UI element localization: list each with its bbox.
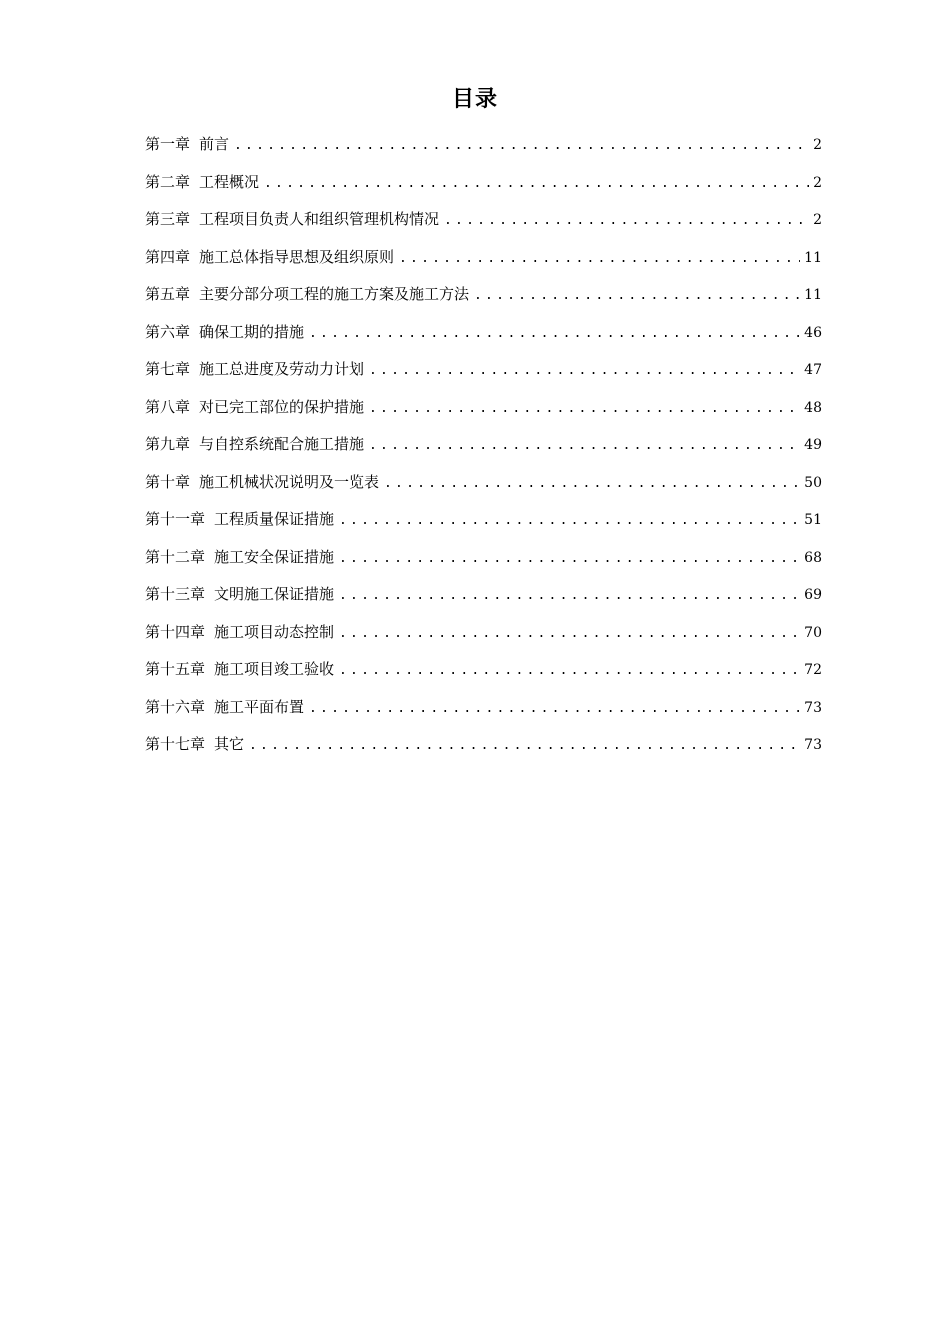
toc-chapter-number: 第五章 xyxy=(145,285,191,303)
toc-entry-label xyxy=(145,426,364,464)
toc-list xyxy=(145,126,822,764)
toc-page-number: 11 xyxy=(804,249,822,266)
toc-chapter-title: 与自控系统配合施工措施 xyxy=(199,435,365,453)
toc-entry-label xyxy=(145,276,469,314)
toc-entry[interactable] xyxy=(145,239,822,277)
toc-entry-label xyxy=(145,464,379,502)
toc-dot-leader xyxy=(234,127,809,165)
toc-dot-leader xyxy=(309,690,800,728)
toc-chapter-title: 其它 xyxy=(214,735,245,753)
toc-chapter-number: 第十三章 xyxy=(145,585,206,603)
toc-entry[interactable] xyxy=(145,314,822,352)
toc-chapter-title: 对已完工部位的保护措施 xyxy=(199,397,365,416)
toc-chapter-title: 主要分部分项工程的施工方案及施工方法 xyxy=(199,285,470,303)
toc-entry[interactable] xyxy=(145,689,822,727)
toc-dot-leader xyxy=(309,315,800,353)
toc-page-number: 50 xyxy=(804,474,822,491)
toc-entry[interactable] xyxy=(145,389,822,427)
toc-dot-leader xyxy=(339,502,800,540)
toc-entry[interactable] xyxy=(145,126,822,164)
toc-entry[interactable] xyxy=(145,501,822,539)
toc-dot-leader xyxy=(369,427,800,465)
toc-page-number: 48 xyxy=(804,399,822,416)
toc-dot-leader xyxy=(369,352,800,390)
toc-entry-label xyxy=(145,389,364,427)
toc-chapter-title: 确保工期的措施 xyxy=(199,322,305,341)
toc-dot-leader xyxy=(339,540,800,578)
toc-chapter-number: 第一章 xyxy=(145,135,191,153)
toc-entry[interactable] xyxy=(145,464,822,502)
toc-entry[interactable] xyxy=(145,726,822,764)
toc-chapter-title: 施工总进度及劳动力计划 xyxy=(199,360,365,378)
toc-chapter-number: 第二章 xyxy=(145,172,191,191)
toc-chapter-title: 施工总体指导思想及组织原则 xyxy=(199,247,395,266)
toc-page-number: 49 xyxy=(804,437,822,453)
toc-entry[interactable] xyxy=(145,351,822,389)
toc-dot-leader xyxy=(339,652,800,690)
toc-dot-leader xyxy=(369,390,800,428)
toc-dot-leader xyxy=(249,727,800,765)
toc-chapter-number: 第十章 xyxy=(145,472,191,491)
toc-chapter-number: 第十六章 xyxy=(145,697,206,716)
toc-entry-label xyxy=(145,314,304,352)
toc-entry-label xyxy=(145,539,334,577)
toc-page-number: 11 xyxy=(804,287,822,303)
toc-dot-leader xyxy=(399,240,800,278)
toc-entry[interactable] xyxy=(145,201,822,239)
toc-dot-leader xyxy=(444,202,809,240)
toc-chapter-number: 第八章 xyxy=(145,397,191,416)
toc-chapter-title: 施工安全保证措施 xyxy=(214,547,335,566)
toc-entry-label xyxy=(145,689,304,727)
toc-chapter-title: 工程概况 xyxy=(199,172,260,191)
toc-entry-label xyxy=(145,239,394,277)
toc-entry-label xyxy=(145,351,364,389)
toc-page-number: 47 xyxy=(804,362,822,378)
toc-entry-label xyxy=(145,501,334,539)
toc-chapter-title: 施工项目动态控制 xyxy=(214,622,335,641)
toc-page-number: 51 xyxy=(804,512,822,528)
toc-chapter-title: 工程质量保证措施 xyxy=(214,510,335,528)
toc-entry[interactable] xyxy=(145,539,822,577)
toc-entry-label xyxy=(145,126,229,164)
toc-entry[interactable] xyxy=(145,614,822,652)
toc-dot-leader xyxy=(264,165,809,203)
toc-entry[interactable] xyxy=(145,576,822,614)
toc-entry[interactable] xyxy=(145,426,822,464)
toc-dot-leader xyxy=(384,465,800,503)
toc-entry-label xyxy=(145,614,334,652)
toc-entry-label xyxy=(145,726,244,764)
toc-chapter-number: 第六章 xyxy=(145,322,191,341)
toc-page-number: 69 xyxy=(804,587,822,603)
toc-chapter-number: 第十二章 xyxy=(145,547,206,566)
toc-chapter-number: 第十四章 xyxy=(145,622,206,641)
toc-title: 目录 xyxy=(451,87,498,112)
toc-page-number: 46 xyxy=(804,324,822,341)
toc-chapter-title: 文明施工保证措施 xyxy=(214,585,335,603)
toc-page-number: 73 xyxy=(804,699,822,716)
toc-page-number: 2 xyxy=(813,137,822,153)
toc-page-number: 68 xyxy=(804,549,822,566)
toc-chapter-number: 第三章 xyxy=(145,210,191,228)
toc-dot-leader xyxy=(474,277,800,315)
toc-chapter-number: 第四章 xyxy=(145,247,191,266)
toc-chapter-title: 施工平面布置 xyxy=(214,697,305,716)
toc-page-number: 70 xyxy=(804,624,822,641)
toc-entry-label xyxy=(145,651,334,689)
toc-page-number: 73 xyxy=(804,737,822,753)
toc-dot-leader xyxy=(339,615,800,653)
toc-chapter-title: 工程项目负责人和组织管理机构情况 xyxy=(199,210,440,228)
toc-chapter-title: 前言 xyxy=(199,135,230,153)
toc-entry-label xyxy=(145,576,334,614)
toc-entry[interactable] xyxy=(145,164,822,202)
toc-entry-label xyxy=(145,164,259,202)
toc-chapter-title: 施工机械状况说明及一览表 xyxy=(199,472,380,491)
toc-chapter-title: 施工项目竣工验收 xyxy=(214,660,335,678)
toc-entry-label xyxy=(145,201,439,239)
toc-page-number: 2 xyxy=(813,174,822,191)
toc-page-number: 72 xyxy=(804,662,822,678)
toc-entry[interactable] xyxy=(145,276,822,314)
toc-page-number: 2 xyxy=(813,212,822,228)
toc-chapter-number: 第十一章 xyxy=(145,510,206,528)
toc-chapter-number: 第七章 xyxy=(145,360,191,378)
toc-dot-leader xyxy=(339,577,800,615)
toc-chapter-number: 第十七章 xyxy=(145,735,206,753)
toc-entry[interactable] xyxy=(145,651,822,689)
toc-chapter-number: 第十五章 xyxy=(145,660,206,678)
toc-chapter-number: 第九章 xyxy=(145,435,191,453)
